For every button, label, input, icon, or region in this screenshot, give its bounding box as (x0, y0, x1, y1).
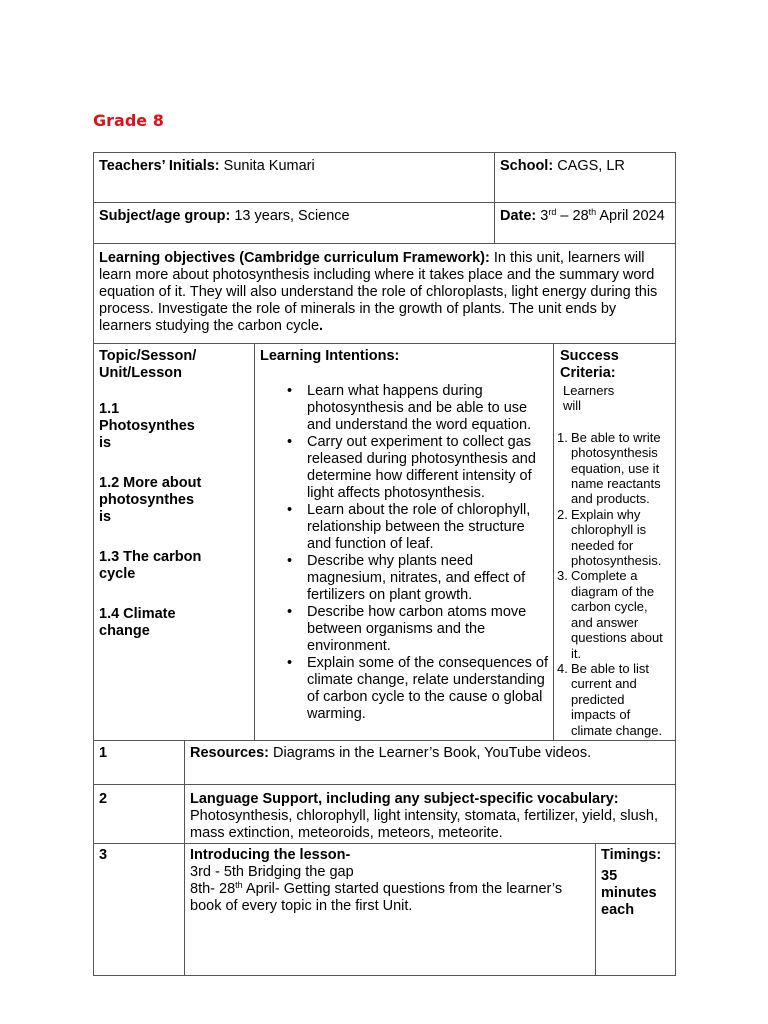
row2-number: 2 (99, 791, 108, 807)
criteria-item-number: 2. (557, 506, 568, 522)
intro-line-2-suffix: th (235, 880, 243, 890)
intention-item: • Learn what happens during photosynthesis and be able to use and understand the word equation. (260, 383, 548, 434)
intentions-header: Learning Intentions: (260, 348, 400, 364)
resources-cell (184, 740, 676, 785)
row3-number: 3 (99, 847, 108, 863)
criteria-item-text: Explain why chlorophyll is needed for photosynthesis. (571, 506, 662, 569)
date-month-year: April 2024 (596, 208, 665, 224)
criteria-item (557, 661, 672, 738)
resources-label: Resources: (190, 745, 269, 761)
objectives-cell (93, 243, 676, 344)
criteria-header: Success Criteria: (560, 348, 619, 381)
teacher-value: Sunita Kumari (223, 158, 315, 174)
intentions-cell (254, 343, 554, 741)
teacher-cell (93, 152, 495, 203)
topics-header: Topic/Sesson/ Unit/Lesson (99, 348, 197, 381)
subject-label: Subject/age group: (99, 208, 231, 224)
criteria-item-text: Be able to write photosynthesis equation, use it name reactants and products. (571, 429, 661, 507)
topics-cell (93, 343, 255, 741)
topic-item: 1.2 More about photosynthes is (99, 475, 202, 525)
objectives-label: Learning objectives (Cambridge curriculum Framework): (99, 250, 490, 266)
criteria-item-text: Be able to list current and predicted impacts of climate change. (571, 660, 663, 738)
timings-value: 35 minutes each (601, 868, 657, 918)
row1-number-cell (93, 740, 185, 785)
intention-item: • Carry out experiment to collect gas released during photosynthesis and determine how different intensity of light affects photosynthesis. (260, 434, 548, 502)
row2-number-cell (93, 784, 185, 844)
objectives-end: . (319, 318, 324, 334)
timings-cell (595, 843, 676, 976)
date-label: Date: (500, 208, 537, 224)
intro-line-2-rest: April- Getting started questions from the learner’s book of every topic in the first Unit. (190, 881, 563, 914)
criteria-item (557, 430, 672, 507)
criteria-cell (553, 343, 676, 741)
language-label: Language Support, including any subject-specific vocabulary: (190, 791, 619, 807)
teacher-label: Teachers’ Initials: (99, 158, 220, 174)
intentions-list (260, 383, 548, 723)
intro-cell (184, 843, 596, 976)
criteria-intro: Learners will (563, 383, 615, 414)
language-cell (184, 784, 676, 844)
intro-label: Introducing the lesson- (190, 847, 351, 863)
school-value: CAGS, LR (557, 158, 625, 174)
objectives-text: In this unit, learners will learn more about photosynthesis including where it takes place and the summary word equation of it. They will also understand the role of chloroplasts, light energy during this process. Investigate the role of minerals in the growth of plants. The unit ends by learners studying the carbon cycle (99, 250, 658, 334)
criteria-item (557, 507, 672, 569)
intention-item: • Describe why plants need magnesium, nitrates, and effect of fertilizers on plant growth. (260, 553, 548, 604)
intro-line-1: 3rd - 5th Bridging the gap (190, 864, 354, 880)
criteria-item-text: Complete a diagram of the carbon cycle, and answer questions about it. (571, 568, 663, 661)
criteria-list (557, 430, 672, 738)
timings-label: Timings: (601, 847, 662, 863)
intention-item: • Explain some of the consequences of climate change, relate understanding of carbon cycle to the cause o global warming. (260, 655, 548, 723)
criteria-item (557, 568, 672, 660)
subject-value: 13 years, Science (234, 208, 350, 224)
criteria-item-number: 3. (557, 568, 568, 584)
resources-text: Diagrams in the Learner’s Book, YouTube videos. (273, 745, 592, 761)
row1-number: 1 (99, 745, 108, 761)
subject-cell (93, 202, 495, 244)
date-cell (494, 202, 676, 244)
date-suffix-end: th (588, 207, 597, 217)
topic-item: 1.4 Climate change (99, 606, 176, 639)
intro-line-2-start: 8th- 28 (190, 881, 236, 897)
criteria-item-number: 1. (557, 429, 568, 445)
school-label: School: (500, 158, 554, 174)
topic-item: 1.3 The carbon cycle (99, 549, 202, 582)
school-cell (494, 152, 676, 203)
date-suffix-start: rd (548, 207, 557, 217)
topic-item: 1.1 Photosynthes is (99, 401, 195, 451)
criteria-item-number: 4. (557, 660, 568, 676)
intention-item: • Describe how carbon atoms move between organisms and the environment. (260, 604, 548, 655)
intention-item: • Learn about the role of chlorophyll, relationship between the structure and function of leaf. (260, 502, 548, 553)
language-text: Photosynthesis, chlorophyll, light intensity, stomata, fertilizer, yield, slush, mass extinction, meteoroids, meteors, meteorite. (190, 808, 658, 841)
date-day-end: – 28 (556, 208, 589, 224)
grade-heading: Grade 8 (93, 111, 164, 130)
row3-number-cell (93, 843, 185, 976)
date-day-start: 3 (540, 208, 549, 224)
